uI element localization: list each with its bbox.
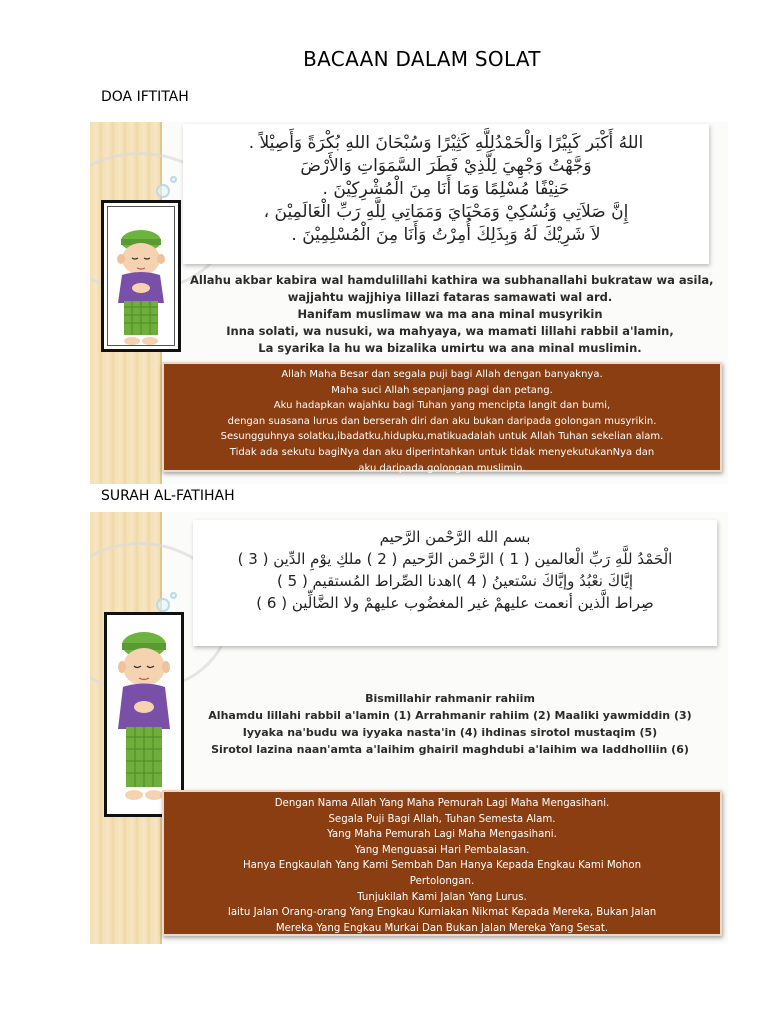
boy-praying-icon	[107, 615, 181, 814]
doa-iftitah-arabic-text	[183, 124, 709, 264]
transliteration-line: Iyyaka na'budu wa iyyaka nasta'in (4) ihdinas sirotol mustaqim (5)	[242, 726, 658, 739]
meaning-line: Dengan Nama Allah Yang Maha Pemurah Lagi Maha Mengasihani.	[274, 798, 610, 809]
meaning-line: Yang Maha Pemurah Lagi Maha Mengasihani.	[327, 829, 557, 841]
meaning-line: Mereka Yang Engkau Murkai Dan Bukan Jalan Mereka Yang Sesat.	[275, 922, 609, 934]
meaning-line: Segala Puji Bagi Allah, Tuhan Semesta Alam.	[328, 813, 556, 825]
transliteration-line: Inna solati, wa nusuki, wa mahyaya, wa mamati lillahi rabbil a'lamin,	[226, 324, 674, 338]
transliteration-line: Hanifam muslimaw wa ma ana minal musyrikin	[297, 307, 603, 321]
arabic-line: إيَّاكَ نعْبُدُ وإيَّاكَ نسْتعينُ ( 4 )اهدنا الصِّراط المُستقيم ( 5 )	[277, 572, 633, 590]
meaning-line: Aku hadapkan wajahku bagi Tuhan yang mencipta langit dan bumi,	[273, 400, 611, 412]
page-title: BACAAN DALAM SOLAT	[303, 47, 541, 71]
bubble-decoration-icon	[156, 184, 170, 198]
surah-al-fatihah-arabic-text	[193, 520, 717, 646]
boy-praying-illustration-frame	[101, 200, 181, 352]
transliteration-line: Allahu akbar kabira wal hamdulillahi kathira wa subhanallahi bukrataw wa asila,	[190, 273, 714, 287]
surah-al-fatihah-transliteration	[195, 690, 705, 758]
arabic-line: حَنِيْفًا مُسْلِمًا وَمَا أَنَا مِنَ الْمُشْرِكِيْنَ .	[322, 179, 570, 199]
arabic-line: لاَ شَرِيْكَ لَهُ وَبِذَلِكَ أُمِرْتُ وَأَنَا مِنَ الْمُسْلِمِيْنَ .	[291, 225, 601, 245]
surah-al-fatihah-meaning-box	[162, 790, 722, 936]
meaning-line: Pertolongan.	[409, 875, 475, 887]
doa-iftitah-meaning-box	[162, 362, 722, 472]
meaning-line: aku daripada golongan muslimin.	[358, 462, 526, 474]
arabic-line: اللهُ أَكْبَر كَبِيْرًا وَالْحَمْدُلِلَّهِ كَثِيْرًا وَسُبْحَانَ اللهِ بُكْرَةً وَأَصِيْلاً .	[248, 133, 644, 153]
arabic-line: صِراط الَّذين أنعمت عليهمْ غير المغضُوب عليهمْ ولا الضَّالِّين ( 6 )	[256, 594, 654, 612]
transliteration-line: Sirotol lazina naan'amta a'laihim ghairil maghdubi a'laihim wa laddholliin (6)	[211, 743, 689, 756]
transliteration-line: Bismillahir rahmanir rahiim	[365, 692, 535, 705]
meaning-line: Sesungguhnya solatku,ibadatku,hidupku,matikuadalah untuk Allah Tuhan sekelian alam.	[220, 431, 664, 443]
section-heading-surah-al-fatihah: SURAH AL-FATIHAH	[101, 488, 235, 504]
meaning-line: Tunjukilah Kami Jalan Yang Lurus.	[357, 891, 527, 903]
meaning-line: Tidak ada sekutu bagiNya dan aku diperintahkan untuk tidak menyekutukanNya dan	[229, 446, 655, 458]
meaning-line: Allah Maha Besar dan segala puji bagi Allah dengan banyaknya.	[281, 369, 603, 380]
transliteration-line: Alhamdu lillahi rabbil a'lamin (1) Arrahmanir rahiim (2) Maaliki yawmiddin (3)	[208, 709, 692, 722]
bubble-decoration-icon	[156, 598, 170, 612]
arabic-line: الْحَمْدُ للَّهِ رَبِّ الْعالمين ( 1 ) الرَّحْمن الرَّحيم ( 2 ) ملكِ يوْمِ الدِّين ( 3 )	[237, 550, 673, 568]
meaning-line: Maha suci Allah sepanjang pagi dan petang.	[331, 384, 553, 396]
boy-praying-illustration-frame	[104, 612, 184, 817]
transliteration-line: La syarika la hu wa bizalika umirtu wa ana minal muslimin.	[258, 341, 642, 355]
meaning-line: Iaitu Jalan Orang-orang Yang Engkau Kurniakan Nikmat Kepada Mereka, Bukan Jalan	[227, 907, 657, 919]
meaning-line: Yang Menguasai Hari Pembalasan.	[354, 844, 530, 856]
meaning-line: dengan suasana lurus dan berserah diri dan aku bukan daripada golongan musyrikin.	[227, 415, 657, 427]
arabic-line: بسم الله الرَّحْمن الرَّحيم	[379, 528, 531, 546]
bubble-decoration-icon	[170, 176, 177, 183]
section-heading-doa-iftitah: DOA IFTITAH	[101, 89, 189, 105]
boy-praying-icon	[104, 203, 178, 349]
bubble-decoration-icon	[170, 592, 177, 599]
arabic-line: إِنَّ صَلاَتِي وَنُسُكِيْ وَمَحْيَايَ وَمَمَاتِي لِلَّهِ رَبِّ الْعَالَمِيْنَ ،	[263, 202, 629, 222]
surah-al-fatihah-panel	[90, 512, 728, 944]
doa-iftitah-panel	[90, 122, 728, 484]
doa-iftitah-transliteration	[190, 272, 714, 357]
meaning-line: Hanya Engkaulah Yang Kami Sembah Dan Hanya Kepada Engkau Kami Mohon	[242, 860, 642, 872]
transliteration-line: wajjahtu wajjhiya lillazi fataras samawati wal ard.	[287, 290, 613, 304]
arabic-line: وَجَّهْتُ وَجْهِيَ لِلَّذِيْ فَطَرَ السَّمَوَاتِ وَالأَرْضَ	[300, 156, 592, 176]
